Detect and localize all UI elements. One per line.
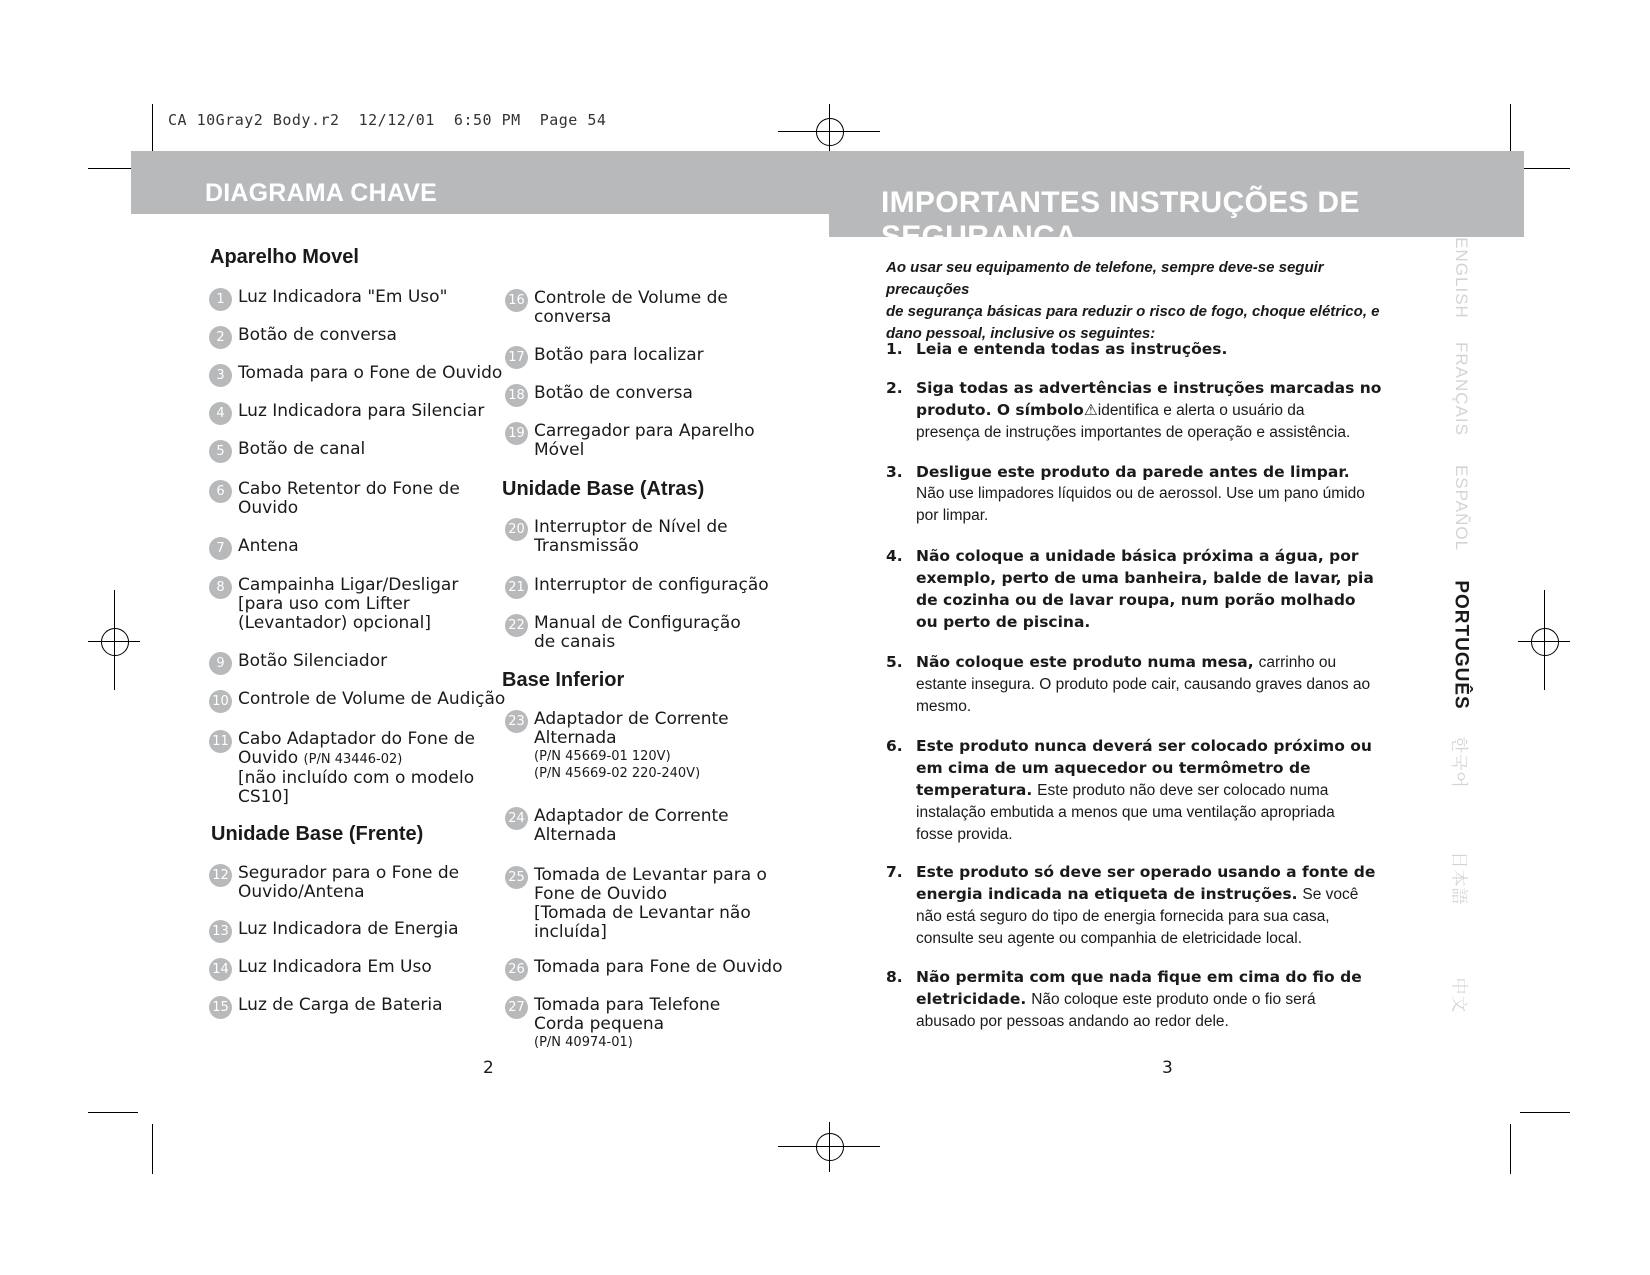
section-heading-aparelho: Aparelho Movel [210, 246, 359, 268]
list-item: 4 Luz Indicadora para Silenciar [209, 402, 484, 421]
list-item: 5 Botão de canal [209, 440, 365, 459]
rule-item: 7. Este produto só deve ser operado usando a fonte de energia indicada na etiqueta de instruções. Se você não está seguro do tipo de energia fornecida para sua casa, consulte seu agente ou companhia de eletricidade local. [886, 863, 1376, 947]
list-item: 17 Botão para localizar [505, 346, 704, 365]
list-item: 12 Segurador para o Fone de Ouvido/Antena [209, 864, 459, 902]
right-header-band [829, 151, 1524, 253]
list-item: 20 Interruptor de Nível de Transmissão [505, 518, 728, 556]
language-tab-francais[interactable]: FRANÇAIS [1452, 342, 1471, 436]
language-tab-english[interactable]: ENGLISH [1452, 237, 1472, 319]
right-page-title: IMPORTANTES INSTRUÇÕES DE SEGURANÇA [881, 186, 1360, 253]
list-item: 7 Antena [209, 537, 299, 556]
list-item: 19 Carregador para Aparelho Móvel [505, 422, 755, 460]
crop-mark [1520, 1112, 1570, 1113]
rule-item: 3. Desligue este produto da parede antes de limpar. Não use limpadores líquidos ou de aerossol. Use um pano úmido por limpar. [886, 463, 1365, 524]
list-item: 6 Cabo Retentor do Fone de Ouvido [209, 480, 460, 518]
crop-mark [1510, 1124, 1511, 1174]
warning-triangle-icon: ⚠ [1083, 401, 1098, 419]
left-header-band [131, 151, 829, 214]
rule-item: 8. Não permita com que nada fique em cima do fio de eletricidade. Não coloque este produto onde o fio será abusado por pessoas andando ao redor dele. [886, 968, 1362, 1030]
list-item: 15 Luz de Carga de Bateria [209, 996, 443, 1015]
language-tab-chinese[interactable]: 中文 [1449, 977, 1469, 1013]
crop-mark [1510, 104, 1511, 154]
list-item: 24 Adaptador de Corrente Alternada [505, 807, 729, 845]
language-tab-japanese[interactable]: 日本語 [1449, 851, 1469, 905]
list-item: 27 Tomada para Telefone Corda pequena (P/N 40974-01) [505, 996, 720, 1051]
rule-item: 2. Siga todas as advertências e instruções marcadas no produto. O símbolo⚠identifica e alerta o usuário da presença de instruções importantes de operação e assistência. [886, 379, 1382, 441]
list-item: 14 Luz Indicadora Em Uso [209, 958, 432, 977]
list-item: 13 Luz Indicadora de Energia [209, 920, 459, 939]
list-item: 25 Tomada de Levantar para o Fone de Ouvido [Tomada de Levantar não incluída] [505, 866, 767, 942]
language-tab-espanol[interactable]: ESPAÑOL [1452, 464, 1471, 552]
rule-item: 4. Não coloque a unidade básica próxima a água, por exemplo, perto de uma banheira, balde de lavar, pia de cozinha ou de lavar roupa, num porão molhado ou perto de piscina. [886, 547, 1374, 631]
rule-item: 6. Este produto nunca deverá ser colocado próximo ou em cima de um aquecedor ou termômetro de temperatura. Este produto não deve ser colocado numa instalação embutida a menos que uma ventilação apropriada fosse provida. [886, 737, 1372, 843]
rule-item: 5. Não coloque este produto numa mesa, carrinho ou estante insegura. O produto pode cair, causando graves danos ao mesmo. [886, 653, 1371, 715]
left-page-title: DIAGRAMA CHAVE [205, 179, 437, 207]
list-item: 2 Botão de conversa [209, 326, 397, 345]
list-item: 8 Campainha Ligar/Desligar [para uso com Lifter (Levantador) opcional] [209, 576, 458, 633]
list-item: 9 Botão Silenciador [209, 652, 387, 671]
section-heading-atras: Unidade Base (Atras) [502, 478, 705, 500]
page-number-right: 3 [1162, 1058, 1173, 1078]
list-item: 1 Luz Indicadora "Em Uso" [209, 288, 447, 307]
crop-mark [88, 1112, 138, 1113]
rule-item: 1. Leia e entenda todas as instruções. [886, 340, 1228, 358]
section-heading-inferior: Base Inferior [502, 669, 625, 691]
list-item: 18 Botão de conversa [505, 384, 693, 403]
language-tab-portugues[interactable]: PORTUGUÊS [1451, 580, 1473, 710]
list-item: 3 Tomada para o Fone de Ouvido [209, 364, 502, 383]
crop-mark [152, 1124, 153, 1174]
language-tab-korean[interactable]: 한국어 [1449, 735, 1469, 789]
crop-mark [1520, 168, 1570, 169]
list-item: 23 Adaptador de Corrente Alternada (P/N 45669-01 120V) (P/N 45669-02 220-240V) [505, 710, 729, 782]
list-item: 26 Tomada para Fone de Ouvido [505, 958, 783, 977]
section-heading-frente: Unidade Base (Frente) [211, 823, 424, 845]
list-item: 21 Interruptor de configuração [505, 576, 769, 595]
page-number-left: 2 [483, 1058, 494, 1078]
list-item: 22 Manual de Configuração de canais [505, 614, 741, 652]
list-item: 10 Controle de Volume de Audição [209, 690, 505, 709]
crop-mark [152, 104, 153, 154]
printer-slug: CA 10Gray2 Body.r2 12/12/01 6:50 PM Page 54 [168, 111, 607, 129]
list-item: 11 Cabo Adaptador do Fone de Ouvido (P/N 43446-02) [não incluído com o modelo CS10] [209, 730, 475, 807]
intro-paragraph: Ao usar seu equipamento de telefone, sempre deve-se seguir precauções de segurança básicas para reduzir o risco de fogo, choque elétrico, e dano pessoal, inclusive os seguintes: [886, 259, 1380, 342]
list-item: 16 Controle de Volume de conversa [505, 289, 728, 327]
